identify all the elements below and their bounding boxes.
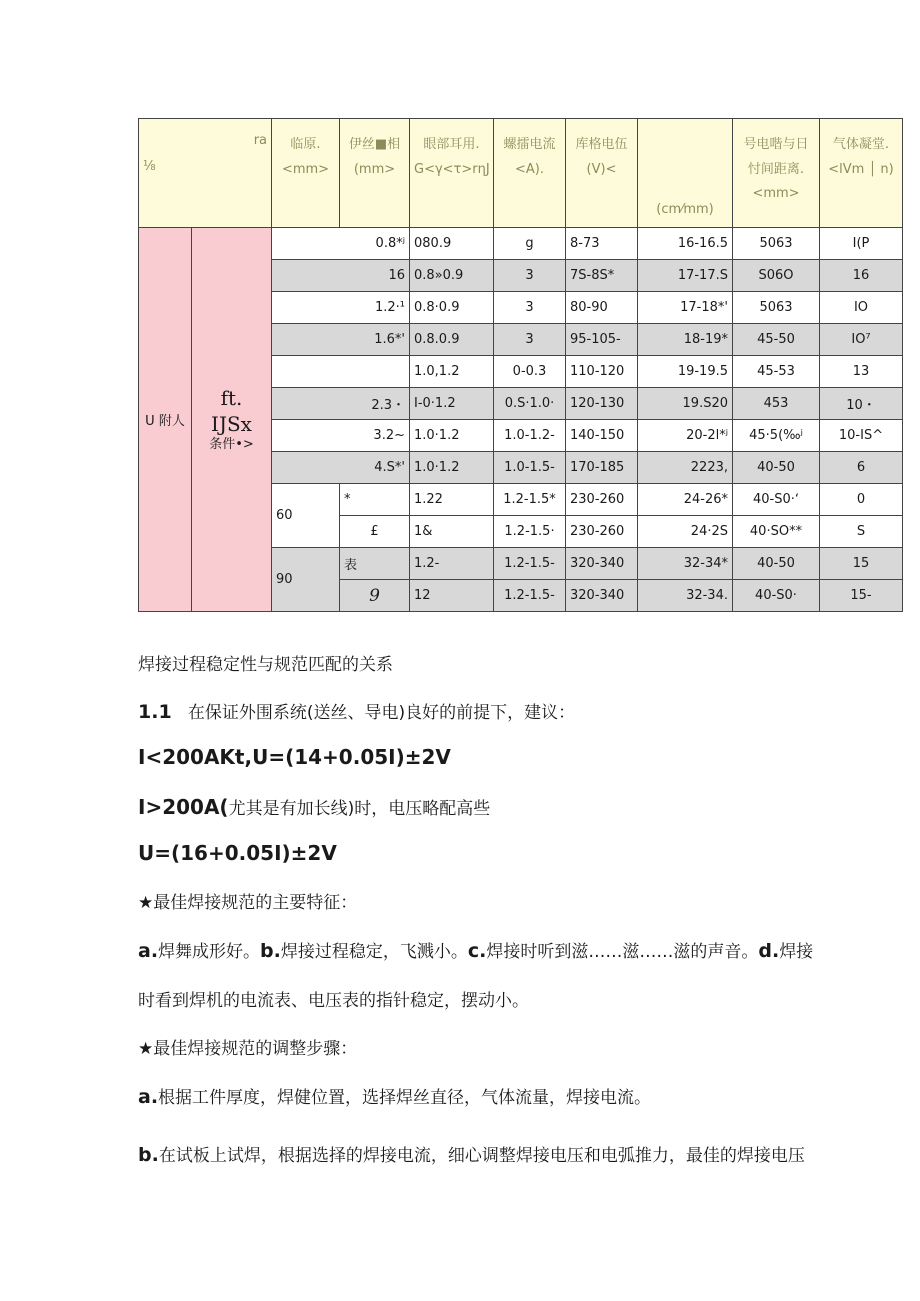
header-cell [566, 119, 638, 228]
table-cell: 0.S·1.0· [494, 388, 566, 420]
table-cell: 1.2-1.5· [494, 516, 566, 548]
table-cell: 17-18*' [638, 292, 733, 324]
table-cell: £ [340, 516, 410, 548]
header-line: <lVm │ n) [828, 161, 894, 177]
table-cell: 24-26* [638, 484, 733, 516]
formula-voltage: U=(16+0.05I)±2V [138, 841, 337, 865]
table-cell: 45-53 [733, 356, 820, 388]
header-line: (cm⁄mm) [656, 202, 714, 218]
header-line: (mm> [353, 161, 396, 177]
table-cell: 19-19.5 [638, 356, 733, 388]
table-cell: 15 [820, 548, 903, 580]
formula-high-current [138, 794, 908, 819]
header-line: G<γ<τ>rηJ [414, 161, 490, 177]
table-cell: 1.2-1.5- [494, 548, 566, 580]
table-cell: 13 [820, 356, 903, 388]
formula-low-current: I<200AKt,U=(14+0.05I)±2V [138, 745, 451, 769]
table-cell: 18-19* [638, 324, 733, 356]
table-cell: IO⁷ [820, 324, 903, 356]
table-cell: 140-150 [566, 420, 638, 452]
feature-d-label: d. [758, 940, 780, 962]
table-cell: 40-50 [733, 548, 820, 580]
corner-bottom-label: ⅛ [143, 159, 156, 174]
table-cell: 1& [410, 516, 494, 548]
feature-c: 焊接时听到滋……滋……滋的声音。 [486, 942, 759, 962]
table-cell: 1.2-1.5- [494, 580, 566, 612]
category-condition-line: IJSx [211, 412, 252, 437]
step-b-label: b. [138, 1144, 159, 1166]
section-1-1-text: 在保证外围系统(送丝、导电)良好的前提下，建议： [187, 703, 576, 723]
table-cell: 1.0,1.2 [410, 356, 494, 388]
table-cell: 0-0.3 [494, 356, 566, 388]
step-b-text: 在试板上试焊，根据选择的焊接电流，细心调整焊接电压和电弧推力，最佳的焊接电压 [158, 1146, 805, 1166]
feature-b-label: b. [260, 940, 281, 962]
table-cell: 95-105- [566, 324, 638, 356]
table-cell: 0.8»0.9 [410, 260, 494, 292]
category-label: U 附人 [139, 228, 192, 612]
table-row [139, 228, 903, 260]
header-corner [139, 119, 272, 228]
table-cell: 4.S*' [272, 452, 410, 484]
category-condition [192, 228, 272, 612]
steps-heading: ★最佳焊接规范的调整步骤： [138, 1039, 358, 1059]
table-cell: 32-34. [638, 580, 733, 612]
table-cell: 3 [494, 292, 566, 324]
header-cell [638, 119, 733, 228]
table-cell: 16-16.5 [638, 228, 733, 260]
section-heading: 焊接过程稳定性与规范匹配的关系 [138, 655, 393, 675]
table-cell: 40-S0· [733, 580, 820, 612]
table-cell: 19.S20 [638, 388, 733, 420]
header-line: 号电喈与日 [743, 137, 809, 152]
table-cell: 320-340 [566, 580, 638, 612]
header-line: 库格电伍 [575, 137, 628, 152]
section-number: 1.1 [138, 701, 172, 723]
header-cell [340, 119, 410, 228]
table-cell: 12 [410, 580, 494, 612]
features-heading: ★最佳焊接规范的主要特征： [138, 893, 358, 913]
table-cell: 17-17.S [638, 260, 733, 292]
table-cell: 15- [820, 580, 903, 612]
step-b [138, 1141, 908, 1166]
header-line: 螺擂电流 [503, 137, 556, 152]
table-cell: 110-120 [566, 356, 638, 388]
corner-top-label: ra [253, 133, 267, 148]
table-cell: 0 [820, 484, 903, 516]
table-cell: 5063 [733, 228, 820, 260]
step-a-text: 根据工件厚度，焊健位置，选择焊丝直径，气体流量，焊接电流。 [158, 1088, 652, 1108]
table-cell: 1.0·1.2 [410, 452, 494, 484]
table-cell: 120-130 [566, 388, 638, 420]
header-line: <mm> [281, 161, 330, 177]
header-cell [733, 119, 820, 228]
table-cell: 1.2- [410, 548, 494, 580]
table-cell: IO [820, 292, 903, 324]
table-cell: 1.6*' [272, 324, 410, 356]
features-line-1 [138, 937, 908, 962]
table-cell: * [340, 484, 410, 516]
table-cell: 2.3・ [272, 388, 410, 420]
header-cell [820, 119, 903, 228]
table-cell: 40·SO** [733, 516, 820, 548]
table-cell: 6 [820, 452, 903, 484]
table-cell: 80-90 [566, 292, 638, 324]
table-cell: I-0·1.2 [410, 388, 494, 420]
header-line: 伊丝■相 [348, 137, 401, 152]
table-cell: 0.8*ʲ [272, 228, 410, 260]
table-cell: 7S-8S* [566, 260, 638, 292]
table-cell: g [494, 228, 566, 260]
table-cell: 45-50 [733, 324, 820, 356]
table-cell: 2223, [638, 452, 733, 484]
table-cell: 3.2~ [272, 420, 410, 452]
table-cell: 20-2l*ʲ [638, 420, 733, 452]
feature-a: 焊舞成形好。 [158, 942, 261, 962]
table-cell: S06O [733, 260, 820, 292]
header-line: <mm> [752, 186, 800, 202]
table-cell: 453 [733, 388, 820, 420]
table-cell: 45·5(‰ʲ [733, 420, 820, 452]
formula-high-current-note: 尤其是有加长线)时，电压略配高些 [228, 799, 491, 819]
category-condition-line: ft. [220, 386, 243, 411]
features-line-2: 时看到焊机的电流表、电压表的指针稳定，摆动小。 [138, 991, 529, 1011]
header-line: 临原. [290, 137, 321, 152]
header-line: (V)< [586, 161, 617, 177]
table-cell: 40-S0·ʻ [733, 484, 820, 516]
table-cell [272, 356, 410, 388]
table-cell: 170-185 [566, 452, 638, 484]
formula-high-current-bold: I>200A( [138, 795, 229, 819]
feature-a-label: a. [138, 940, 159, 962]
table-cell: 5063 [733, 292, 820, 324]
table-cell: 24·2S [638, 516, 733, 548]
thickness-group-label: 90 [272, 548, 340, 612]
table-cell: 320-340 [566, 548, 638, 580]
table-cell: 1.0-1.5- [494, 452, 566, 484]
table-cell: 1.2·¹ [272, 292, 410, 324]
table-cell: 1.0·1.2 [410, 420, 494, 452]
table-cell: 230-260 [566, 484, 638, 516]
table-cell: 9 [340, 580, 410, 612]
table-cell: 表 [340, 548, 410, 580]
table-cell: 1.0-1.2- [494, 420, 566, 452]
table-cell: I(P [820, 228, 903, 260]
table-cell: 40-50 [733, 452, 820, 484]
table-cell: 1.2-1.5* [494, 484, 566, 516]
table-cell: 8-73 [566, 228, 638, 260]
table-cell: 0.8·0.9 [410, 292, 494, 324]
feature-c-label: c. [467, 940, 487, 962]
table-cell: 1.22 [410, 484, 494, 516]
table-cell: 10・ [820, 388, 903, 420]
feature-b: 焊接过程稳定，飞溅小。 [280, 942, 468, 962]
header-cell [494, 119, 566, 228]
welding-parameter-table [138, 118, 903, 612]
thickness-group-label: 60 [272, 484, 340, 548]
step-a [138, 1083, 908, 1108]
step-a-label: a. [138, 1086, 159, 1108]
table-cell: 3 [494, 260, 566, 292]
table-cell: S [820, 516, 903, 548]
table-cell: 3 [494, 324, 566, 356]
header-line: 气体凝堂. [832, 137, 890, 152]
table-cell: 16 [820, 260, 903, 292]
table-cell: 230-260 [566, 516, 638, 548]
feature-d: 焊接 [779, 942, 814, 962]
table-cell: 32-34* [638, 548, 733, 580]
section-1-1 [138, 698, 908, 723]
table-cell: 0.8.0.9 [410, 324, 494, 356]
table-cell: 080.9 [410, 228, 494, 260]
category-condition-line: 条件•> [209, 437, 254, 453]
header-cell [410, 119, 494, 228]
header-line: 忖间距离. [747, 161, 805, 177]
header-line: <A). [515, 161, 544, 177]
header-cell [272, 119, 340, 228]
header-line: 眼部耳用. [423, 137, 480, 152]
table-cell: 16 [272, 260, 410, 292]
table-cell: 10-IS^ [820, 420, 903, 452]
